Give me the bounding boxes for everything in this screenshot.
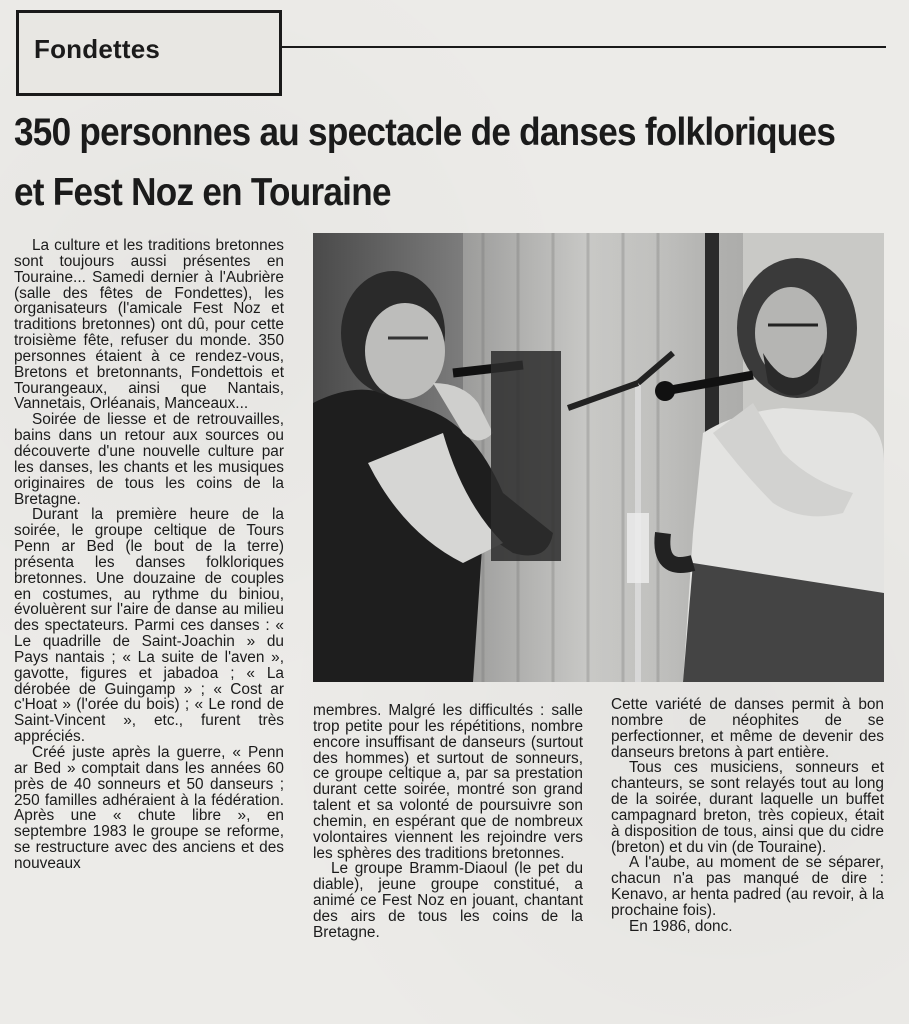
musicians-photo xyxy=(313,233,884,682)
paragraph: Le groupe Bramm-Diaoul (le pet du diable), jeune groupe constitué, a animé ce Fest Noz en jouant, chantant des airs de tous les coins de la Bretagne. xyxy=(313,860,583,941)
paragraph: Créé juste après la guerre, « Penn ar Bed » comptait dans les années 60 près de 40 sonneurs et 50 danseurs ; 250 familles adhéraient à la fédération. Après une « chute libre », en septembre 1983 le groupe se reforme, se restructure avec des anciens et des nouveaux xyxy=(14,744,284,872)
paragraph: Durant la première heure de la soirée, le groupe celtique de Tours Penn ar Bed (le bout de la terre) présenta les danses folkloriques bretonnes. Une douzaine de couples en costumes, au rythme du biniou, évoluèrent sur l'aire de danse au milieu des spectateurs. Parmi ces danses : « Le quadrille de Saint-Joachin » du Pays nantais ; « La suite de l'aven », gavotte, figures et jabadoa ; « La dérobée de Guingamp » ; « Cost ar c'Hoat » (l'orée du bois) ; « Le rond de Saint-Vincent », etc., furent très appréciés. xyxy=(14,506,284,746)
article-column-2 xyxy=(313,703,583,941)
headline-line-2: et Fest Noz en Touraine xyxy=(14,171,391,214)
paragraph: membres. Malgré les difficultés : salle trop petite pour les répétitions, nombre encore insuffisant de danseurs (surtout des hommes) et surtout de sonneurs, ce groupe celtique a, par sa prestation durant cette soirée, montré son grand talent et sa volonté de poursuivre son chemin, en espérant que de nombreux volontaires viennent les rejoindre vers les sphères des traditions bretonnes. xyxy=(313,702,583,862)
paragraph: Cette variété de danses permit à bon nombre de néophites de se perfectionner, et même de devenir des danseurs bretons à part entière. xyxy=(611,696,884,761)
paragraph: Soirée de liesse et de retrouvailles, bains dans un retour aux sources ou découverte d'une nouvelle culture par les danses, les chants et les musiques originaires de tous les coins de la Bretagne. xyxy=(14,411,284,508)
headline-line-1: 350 personnes au spectacle de danses folkloriques xyxy=(14,111,836,154)
section-kicker: Fondettes xyxy=(34,34,161,64)
paragraph: La culture et les traditions bretonnes sont toujours aussi présentes en Touraine... Samedi dernier à l'Aubrière (salle des fêtes de Fondettes), les organisateurs (l'amicale Fest Noz et traditions bretonnes) ont dû, pour cette troisième fête, refuser du monde. 350 personnes étaient à ce rendez-vous, Bretons et bretonnants, Fondettois et Tourangeaux, ainsi que Nantais, Vannetais, Orléanais, Manceaux... xyxy=(14,237,284,413)
photo-illustration xyxy=(313,233,884,682)
paragraph: Tous ces musiciens, sonneurs et chanteurs, se sont relayés tout au long de la soirée, durant laquelle un buffet campagnard breton, très copieux, était à disposition de tous, ainsi que du cidre (breton) et du vin (de Touraine). xyxy=(611,759,884,856)
paragraph: En 1986, donc. xyxy=(629,917,733,935)
article-column-1 xyxy=(14,238,284,872)
paragraph: A l'aube, au moment de se séparer, chacun n'a pas manqué de dire : Kenavo, ar henta padred (au revoir, à la prochaine fois). xyxy=(611,854,884,919)
article-column-3 xyxy=(611,697,884,935)
section-rule xyxy=(282,46,886,48)
